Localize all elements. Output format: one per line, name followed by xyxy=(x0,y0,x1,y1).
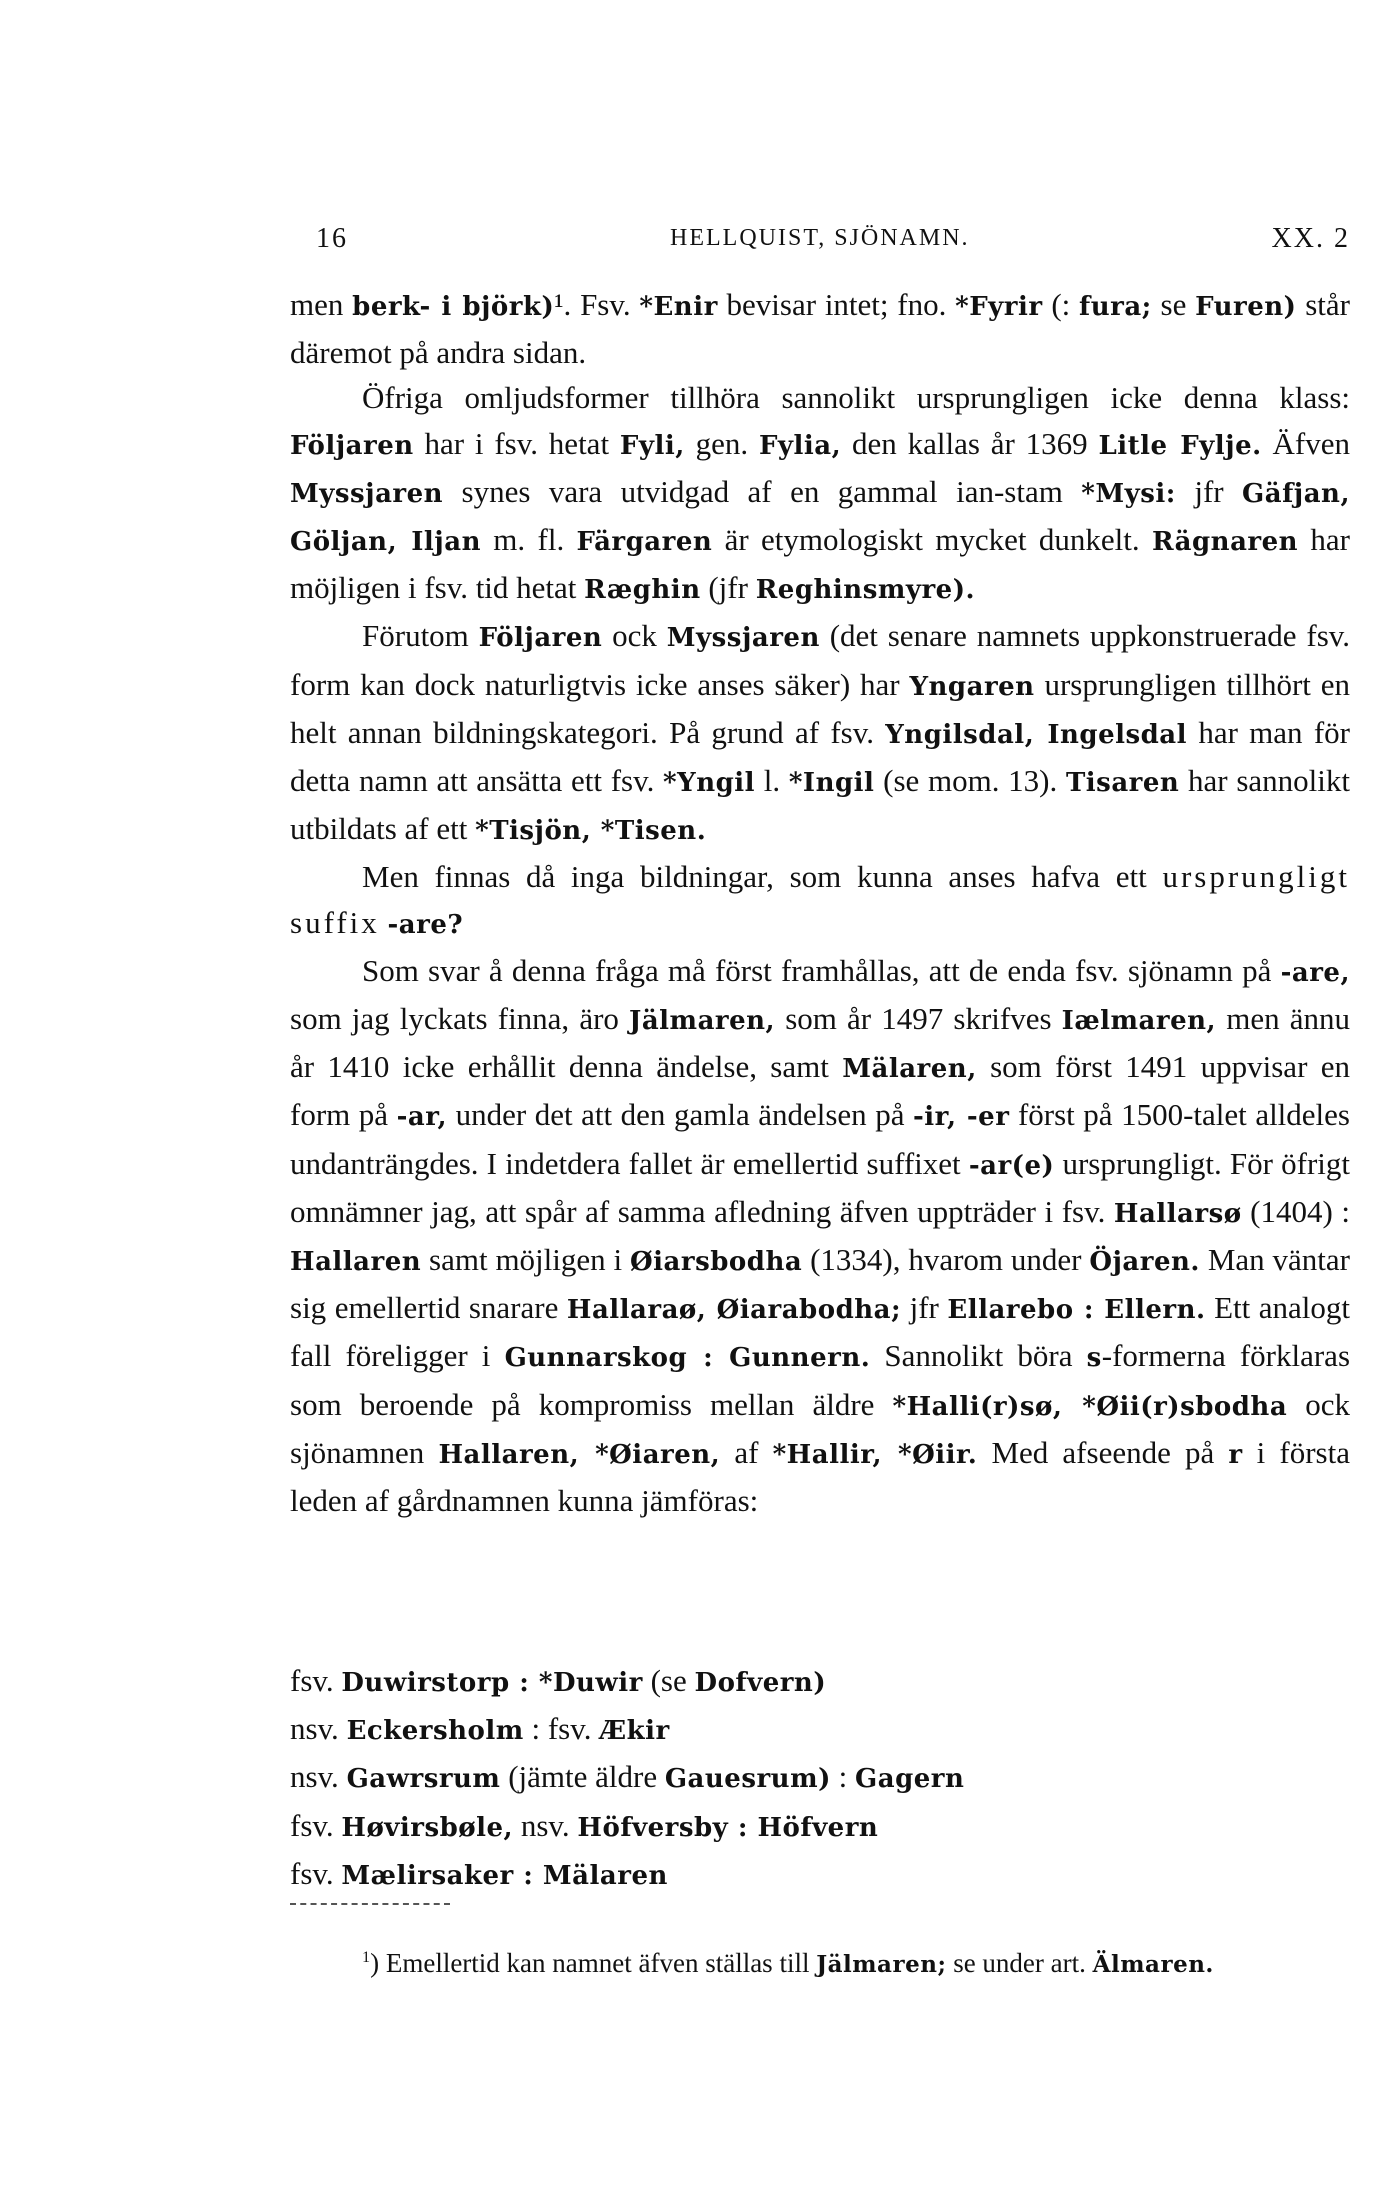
text-run: bevisar intet; fno. xyxy=(717,287,956,322)
bold-term: Ellarebo : Ellern. xyxy=(947,1295,1206,1326)
text-run: (1404) : xyxy=(1241,1193,1350,1229)
text-run: ock sjönamnen xyxy=(290,1386,1350,1470)
text-run: Förutom xyxy=(362,618,479,654)
bold-term: Följaren xyxy=(290,430,414,461)
running-title: HELLQUIST, SJÖNAMN. xyxy=(670,225,970,251)
footnote-separator xyxy=(290,1903,450,1905)
text-run: ursprungligt. För öfrigt omnämner jag, att spår af samma afledning äfven uppträder i fsv. xyxy=(290,1145,1350,1229)
list-item xyxy=(290,1706,1350,1754)
text-run: fsv. xyxy=(290,1807,342,1843)
bold-term: Fyli, xyxy=(619,430,685,461)
text-run: nsv. xyxy=(290,1711,347,1747)
bold-term: Duwirstorp : *Duwir xyxy=(341,1668,643,1698)
text-run: Med afseende på xyxy=(977,1434,1229,1470)
text-run: (se xyxy=(642,1663,695,1698)
bold-term: Yngaren xyxy=(909,671,1035,702)
text-run: (: xyxy=(1042,287,1080,322)
text-run: ursprungligen tillhört en helt annan bildningskategori. På grund af fsv. xyxy=(290,666,1351,750)
text-run: har sannolikt utbildats af ett xyxy=(290,763,1350,847)
paragraph xyxy=(290,375,1350,613)
text-run: jfr xyxy=(1175,473,1243,509)
bold-term: *Tisjön, *Tisen. xyxy=(475,816,707,847)
bold-term: Eckersholm xyxy=(346,1716,524,1747)
bold-term: Hallaren, *Øiaren, xyxy=(438,1439,721,1470)
text-run: (1334), hvarom under xyxy=(802,1242,1090,1278)
text-run: Äfven xyxy=(1261,425,1350,461)
bold-term: Öjaren. xyxy=(1089,1247,1200,1278)
text-run: fsv. xyxy=(290,1663,342,1698)
bold-term: Høvirsbøle, xyxy=(341,1812,514,1843)
text-run: samt möjligen i xyxy=(421,1242,631,1278)
text-run: under det att den gamla ändelsen på xyxy=(447,1097,914,1133)
bold-term: Hallarsø xyxy=(1113,1198,1242,1229)
bold-term: Iælmaren, xyxy=(1061,1006,1217,1037)
bold-term: -are, xyxy=(1280,957,1350,988)
text-run: (se mom. 13). xyxy=(874,763,1066,799)
bold-term: *Ingil xyxy=(788,768,875,799)
bold-term: Gawrsrum xyxy=(346,1764,501,1795)
bold-term: Fylia, xyxy=(758,430,842,461)
text-run: Öfriga omljudsformer tillhöra sannolikt ursprungligen icke denna klass: xyxy=(362,380,1350,416)
paragraph xyxy=(290,282,1350,375)
bold-term: Hallaraø, Øiarabodha; xyxy=(566,1295,902,1326)
list-item xyxy=(290,1658,1350,1706)
text-run: af xyxy=(720,1434,773,1470)
text-run: som år 1497 skrifves xyxy=(775,1001,1062,1037)
list-item xyxy=(290,1754,1350,1802)
bold-term: berk- i björk) xyxy=(352,292,555,322)
text-run: står däremot på andra sidan. xyxy=(290,287,1350,371)
text-run: Sannolikt böra xyxy=(870,1338,1087,1374)
text-run: jfr xyxy=(901,1290,948,1326)
bold-term: Gagern xyxy=(855,1764,965,1795)
bold-term: s xyxy=(1086,1343,1102,1374)
spaced-text: ursprungligt suffix xyxy=(290,859,1350,940)
bold-term: Hallaren xyxy=(290,1247,422,1278)
bold-term: *Mysi: xyxy=(1081,478,1176,509)
bold-term: Jälmaren, xyxy=(629,1006,776,1037)
text-run: har i fsv. hetat xyxy=(413,425,620,461)
text-run: men xyxy=(290,287,353,322)
bold-term: *Halli(r)sø, *Øii(r)sbodha xyxy=(892,1391,1288,1422)
bold-term: *Yngil xyxy=(663,768,756,799)
bold-term: *Enir xyxy=(639,292,718,322)
text-run: fsv. xyxy=(290,1855,342,1891)
bold-term: Höfversby : Höfvern xyxy=(577,1812,879,1843)
text-run: som först 1491 uppvisar en form på xyxy=(290,1049,1350,1133)
bold-term: Myssjaren xyxy=(290,478,444,509)
bold-term: Tisaren xyxy=(1065,768,1180,799)
page-number: 16 xyxy=(316,223,348,254)
bold-term: Ræghin xyxy=(584,575,701,606)
footnote-marker: 1 xyxy=(362,1948,371,1966)
bold-term: Mälaren, xyxy=(842,1054,977,1085)
bold-term: -ar(e) xyxy=(968,1150,1055,1181)
text-run: nsv. xyxy=(290,1759,347,1795)
bold-term: Gauesrum) xyxy=(664,1764,831,1795)
text-run: (jfr xyxy=(700,570,756,606)
text-run: : fsv. xyxy=(523,1711,600,1747)
bold-term: fura; xyxy=(1079,292,1152,322)
list-item xyxy=(290,1803,1350,1851)
section-number: XX. 2 xyxy=(1271,223,1350,254)
bold-term: Färgaren xyxy=(576,527,713,558)
text-run: i första leden af gårdnamnen kunna jämföras: xyxy=(290,1434,1350,1519)
text-run: ock xyxy=(602,618,667,654)
text-run: (det senare namnets uppkonstruerade fsv. form kan dock naturligtvis icke anses säker) har xyxy=(290,618,1350,702)
text-run: ¹. Fsv. xyxy=(554,287,640,322)
running-header xyxy=(290,223,1350,263)
bold-term: Yngilsdal, Ingelsdal xyxy=(885,719,1188,750)
bold-term: r xyxy=(1228,1439,1243,1470)
text-run: (jämte äldre xyxy=(500,1759,665,1795)
text-run: gen. xyxy=(684,425,759,461)
bold-term: Gunnarskog : Gunnern. xyxy=(504,1343,871,1374)
bold-term: Gäfjan, Göljan, Iljan xyxy=(290,478,1350,558)
bold-term: Mælirsaker : Mälaren xyxy=(341,1860,668,1891)
paragraph xyxy=(290,948,1350,1523)
bold-term: -ar, xyxy=(396,1102,448,1133)
text-run: har möjligen i fsv. tid hetat xyxy=(290,522,1350,606)
footnote xyxy=(290,1935,1350,1987)
bold-term: Rägnaren xyxy=(1151,527,1299,558)
text-run: har man för detta namn att ansätta ett fsv. xyxy=(290,714,1350,799)
bold-term: Myssjaren xyxy=(666,623,820,654)
list-item xyxy=(290,1851,1350,1899)
text-run: -formerna förklaras som beroende på kompromiss mellan äldre xyxy=(290,1338,1351,1422)
bold-term: Litle Fylje. xyxy=(1098,430,1262,461)
bold-term: -are? xyxy=(387,909,464,940)
text-run: se under art. xyxy=(946,1948,1093,1978)
text-run: ) Emellertid kan namnet äfven ställas till xyxy=(370,1948,817,1978)
bold-term: Dofvern) xyxy=(694,1668,827,1698)
bold-term: Älmaren. xyxy=(1092,1951,1214,1978)
bold-term: Øiarsbodha xyxy=(630,1247,803,1278)
bold-term: *Fyrir xyxy=(955,292,1043,322)
bold-term: *Hallir, *Øiir. xyxy=(772,1439,978,1470)
text-run: l. xyxy=(755,763,789,799)
text-run: synes vara utvidgad af en gammal ian-stam xyxy=(443,473,1082,509)
text-run: Men finnas då inga bildningar, som kunna anses hafva ett xyxy=(362,859,1163,895)
text-run: först på 1500-talet alldeles undanträngdes. I indetdera fallet är emellertid suffixet xyxy=(290,1097,1350,1181)
text-run: m. fl. xyxy=(480,522,577,558)
bold-term: -ir, -er xyxy=(913,1102,1010,1133)
text-run: Som svar å denna fråga må först framhållas, att de enda fsv. sjönamn på xyxy=(362,952,1281,988)
text-run xyxy=(380,905,388,940)
text-run: Ett analogt fall föreligger i xyxy=(290,1290,1350,1374)
paragraph xyxy=(290,613,1350,854)
text-run: Man väntar sig emellertid snarare xyxy=(290,1242,1351,1326)
text-run: men ännu år 1410 icke erhållit denna ändelse, samt xyxy=(290,1001,1350,1085)
main-text xyxy=(290,282,1350,1523)
text-run: som jag lyckats finna, äro xyxy=(290,1001,630,1037)
text-run: nsv. xyxy=(513,1807,578,1843)
bold-term: Följaren xyxy=(478,623,603,654)
paragraph xyxy=(290,854,1350,947)
bold-term: Reghinsmyre). xyxy=(755,575,976,606)
text-run: se xyxy=(1151,287,1196,322)
text-run: : xyxy=(830,1759,856,1795)
bold-term: Furen) xyxy=(1195,292,1297,322)
bold-term: Ækir xyxy=(599,1716,670,1747)
comparison-list xyxy=(290,1658,1350,1899)
bold-term: Jälmaren; xyxy=(816,1951,947,1978)
text-run: är etymologiskt mycket dunkelt. xyxy=(712,522,1152,558)
text-run: den kallas år 1369 xyxy=(841,425,1099,461)
